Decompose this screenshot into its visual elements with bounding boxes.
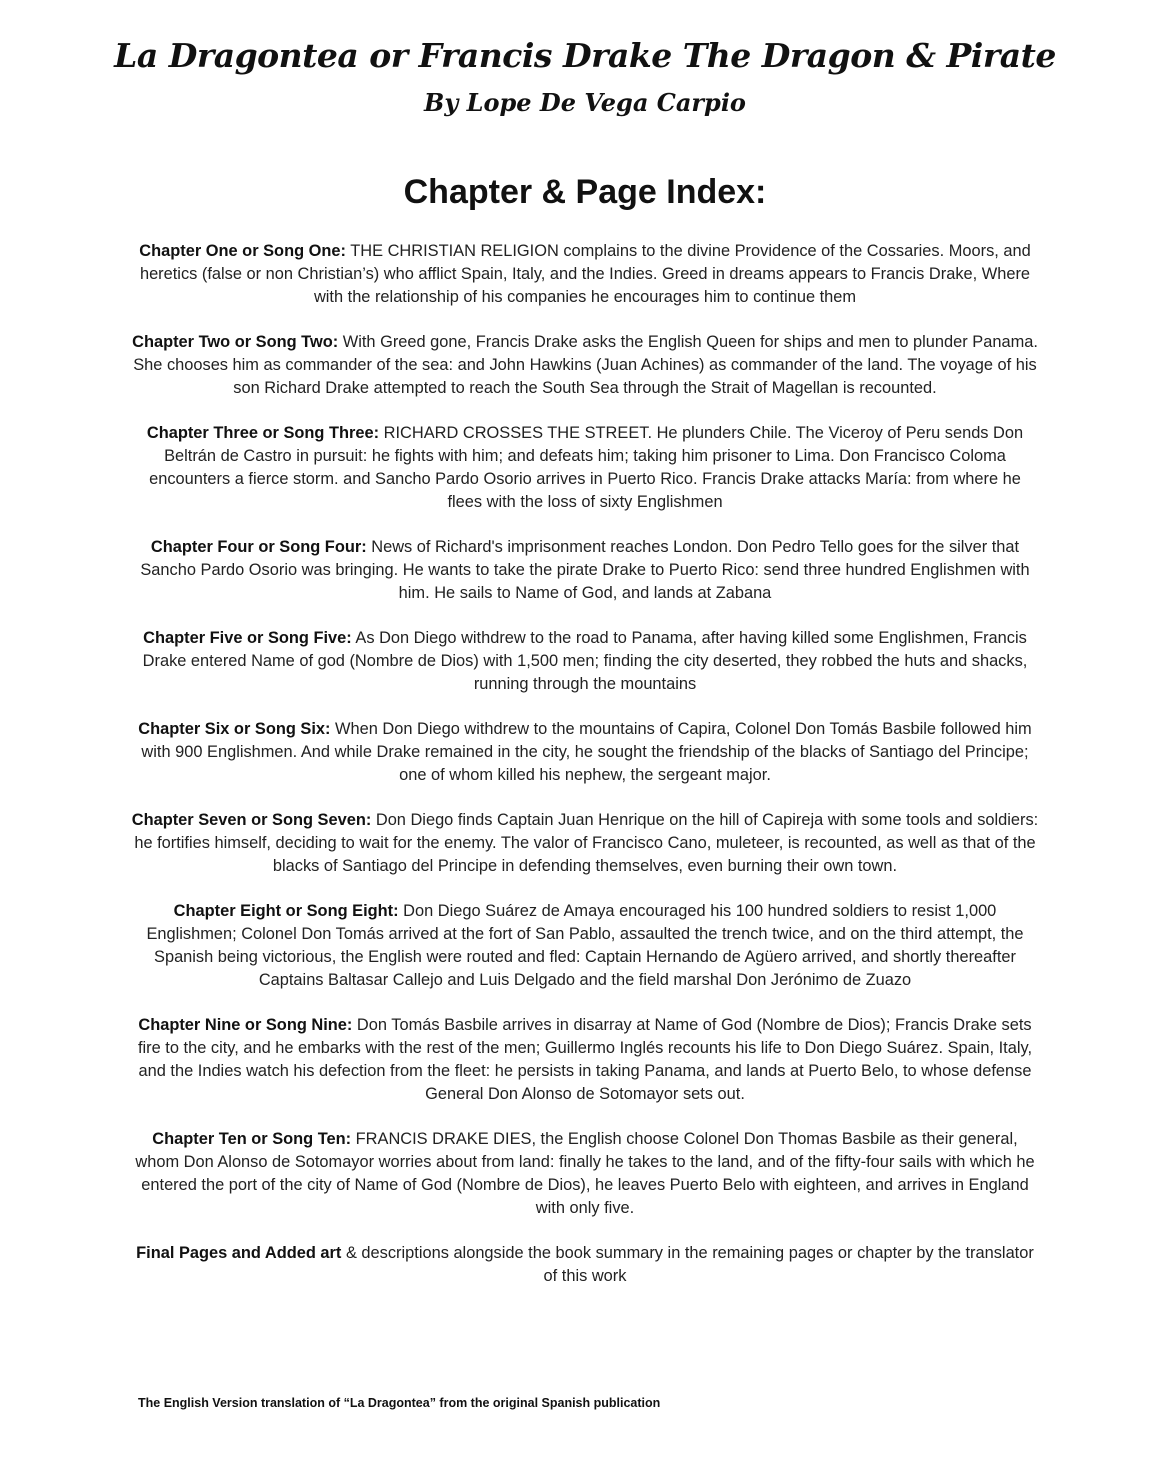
chapter-summary: When Don Diego withdrew to the mountains of Capira, Colonel Don Tomás Basbile followed him with 900 Englishmen. And while Drake remained in the city, he sought the friendship of the blacks of Santiago del Principe; one of whom killed his nephew, the sergeant major. [141, 720, 1032, 784]
chapter-label: Chapter Four or Song Four: [150, 538, 367, 556]
chapter-summary: As Don Diego withdrew to the road to Panama, after having killed some Englishmen, Francis Drake entered Name of god (Nombre de Dios) with 1,500 men; finding the city deserted, they robbed the huts and shacks, running through the mountains [142, 629, 1028, 693]
chapter-label: Chapter Eight or Song Eight: [173, 902, 399, 920]
chapter-label: Chapter Two or Song Two: [132, 333, 339, 351]
chapter-summary: RICHARD CROSSES THE STREET. He plunders Chile. The Viceroy of Peru sends Don Beltrán de Castro in pursuit: he fights with him; and defeats him; taking him prisoner to Lima. Don Francisco Coloma encounters a fierce storm. and Sancho Pardo Osorio arrives in Puerto Rico. Francis Drake attacks María: from where he flees with the loss of sixty Englishmen [149, 424, 1024, 511]
chapter-entry [130, 1014, 1040, 1106]
chapter-summary: News of Richard's imprisonment reaches London. Don Pedro Tello goes for the silver that Sancho Pardo Osorio was bringing. He wants to take the pirate Drake to Puerto Rico: send three hundred Englishmen with him. He sails to Name of God, and lands at Zabana [140, 538, 1030, 602]
chapter-entry [130, 809, 1040, 878]
chapter-summary: With Greed gone, Francis Drake asks the English Queen for ships and men to plunder Panama. She chooses him as commander of the sea: and John Hawkins (Juan Achines) as commander of the land. The voyage of his son Richard Drake attempted to reach the South Sea through the Strait of Magellan is recounted. [133, 333, 1038, 397]
chapter-entry [130, 331, 1040, 400]
chapter-label: Chapter Six or Song Six: [138, 720, 331, 738]
chapter-entry [130, 900, 1040, 992]
chapter-label: Chapter Ten or Song Ten: [152, 1130, 352, 1148]
chapter-summary: Don Tomás Basbile arrives in disarray at Name of God (Nombre de Dios); Francis Drake sets fire to the city, and he embarks with the rest of the men; Guillermo Inglés recounts his life to Don Diego Suárez. Spain, Italy, and the Indies watch his defection from the fleet: he persists in taking Panama, and lands at Puerto Belo, to whose defense General Don Alonso de Sotomayor sets out. [137, 1016, 1033, 1103]
chapter-summary: Don Diego finds Captain Juan Henrique on the hill of Capireja with some tools and soldiers: he fortifies himself, deciding to wait for the enemy. The valor of Francisco Cano, muleteer, is recounted, as well as that of the blacks of Santiago del Principe in defending themselves, even burning their own town. [134, 811, 1039, 875]
chapter-entry [130, 422, 1040, 514]
chapter-entry [130, 240, 1040, 309]
footer-note: The English Version translation of “La Dragontea” from the original Spanish publication [138, 1396, 661, 1410]
chapter-summary: THE CHRISTIAN RELIGION complains to the divine Providence of the Cossaries. Moors, and heretics (false or non Christian’s) who afflict Spain, Italy, and the Indies. Greed in dreams appears to Francis Drake, Where with the relationship of his companies he encourages him to continue them [139, 242, 1031, 306]
chapter-summary: FRANCIS DRAKE DIES, the English choose Colonel Don Thomas Basbile as their general, whom Don Alonso de Sotomayor worries about from land: finally he takes to the land, and of the fifty-four sails with which he entered the port of the city of Name of God (Nombre de Dios), he leaves Puerto Belo with eighteen, and arrives in England with only five. [135, 1130, 1035, 1217]
chapter-label: Chapter Three or Song Three: [146, 424, 380, 442]
chapter-label: Chapter Five or Song Five: [143, 629, 352, 647]
chapter-summary: Don Diego Suárez de Amaya encouraged his 100 hundred soldiers to resist 1,000 Englishmen; Colonel Don Tomás arrived at the fort of San Pablo, assaulted the trench twice, and on the third attempt, the Spanish being victorious, the English were routed and fled: Captain Hernando de Agüero arrived, and shortly thereafter Captains Baltasar Callejo and Luis Delgado and the field marshal Don Jerónimo de Zuazo [146, 902, 1024, 989]
chapter-label: Chapter Nine or Song Nine: [138, 1016, 353, 1034]
chapter-entry [130, 627, 1040, 696]
chapter-entry [130, 718, 1040, 787]
book-author: By Lope De Vega Carpio [424, 88, 746, 117]
chapter-entry [130, 1128, 1040, 1220]
chapter-entry [130, 536, 1040, 605]
final-pages-summary: & descriptions alongside the book summary in the remaining pages or chapter by the translator of this work [341, 1244, 1034, 1285]
final-pages-label: Final Pages and Added art [136, 1244, 342, 1262]
chapter-label: Chapter Seven or Song Seven: [131, 811, 372, 829]
chapter-index-list [130, 240, 1040, 1310]
final-pages-entry [130, 1242, 1040, 1288]
chapter-label: Chapter One or Song One: [139, 242, 346, 260]
book-title: La Dragontea or Francis Drake The Dragon & Pirate [114, 36, 1056, 75]
index-heading: Chapter & Page Index: [403, 173, 767, 211]
